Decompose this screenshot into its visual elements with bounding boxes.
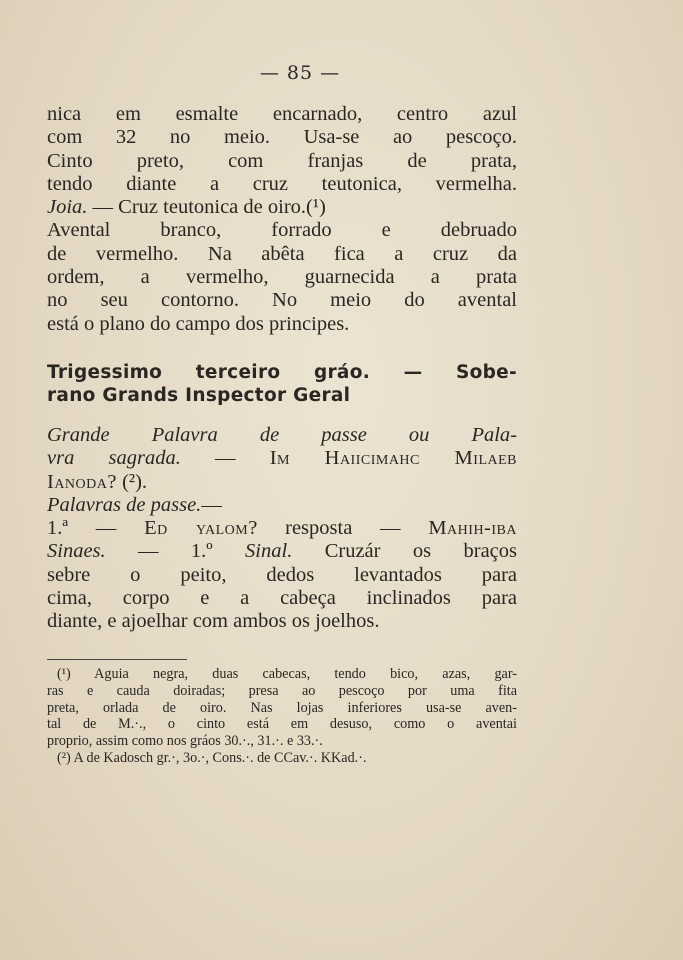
italic-text: Sinaes.: [47, 540, 106, 563]
ordinal: 1.ª —: [47, 517, 145, 540]
text-line: sebre o peito, dedos levantados para: [47, 563, 517, 586]
plain-text: ? resposta —: [248, 517, 429, 540]
footnote-line: ras e cauda doiradas; presa ao pescoço por uma fita: [47, 682, 517, 699]
heading-line-1: Trigessimo terceiro gráo. — Sobe-: [47, 362, 517, 383]
plain-text: — 1.º: [105, 540, 246, 563]
text-line: ordem, a vermelho, guarnecida a prata: [47, 266, 517, 289]
dash: —: [201, 493, 222, 516]
footnote-line: preta, orlada de oiro. Nas lojas inferiores usa-se aven-: [47, 699, 517, 716]
footnote-line: [47, 750, 517, 767]
small-caps-word: Ianoda?: [47, 470, 117, 493]
heading-line-2: rano Grands Inspector Geral: [47, 385, 351, 406]
text-line: no seu contorno. No meio do avental: [47, 289, 517, 312]
text-line: [47, 447, 517, 470]
text-line: [47, 471, 517, 494]
footnote-text: Aguia negra, duas cabecas, tendo bico, azas, gar-: [70, 666, 517, 682]
text-line: de vermelho. Na abêta fica a cruz da: [47, 242, 517, 265]
footnote-line: [47, 666, 517, 683]
footnote-line: tal de M.·., o cinto está em desuso, como o aventai: [47, 716, 517, 733]
joia-label: Joia.: [47, 196, 88, 219]
italic-text: vra sagrada.: [47, 447, 181, 470]
grade-paragraph: [47, 424, 517, 634]
text-line: diante, e ajoelhar com ambos os joelhos.: [47, 610, 380, 633]
footnote-text: A de Kadosch gr.·, 3o.·, Cons.·. de CCav.·. KKad.·.: [70, 749, 367, 766]
text-line: [47, 540, 517, 563]
footnote-marker-2: (²): [57, 749, 71, 766]
footnotes: [47, 666, 517, 767]
dash: —: [180, 447, 270, 470]
italic-text: Palavras de passe.: [47, 493, 202, 516]
section-heading: [47, 361, 517, 407]
text-line: Grande Palavra de passe ou Pala-: [47, 424, 517, 446]
small-caps-word: Ed yalom: [144, 517, 249, 540]
footnote-ref-2: (²).: [116, 470, 148, 493]
page-number: — 85 —: [259, 62, 341, 84]
text-line: nica em esmalte encarnado, centro azul: [47, 103, 517, 125]
text-line: [47, 517, 517, 540]
text-line: está o plano do campo dos principes.: [47, 312, 350, 335]
plain-text: Cruzár os braços: [292, 540, 517, 563]
footnote-divider: [47, 659, 187, 660]
small-caps-word: Mahih-iba: [428, 517, 517, 540]
text-line: cima, corpo e a cabeça inclinados para: [47, 587, 517, 610]
text-line: [47, 494, 517, 517]
italic-text: Sinal.: [245, 540, 293, 563]
text-line: com 32 no meio. Usa-se ao pescoço.: [47, 126, 517, 149]
text-line: tendo diante a cruz teutonica, vermelha.: [47, 172, 517, 195]
joia-text: — Cruz teutonica de oiro.: [87, 196, 307, 219]
footnote-ref-1: (¹): [306, 196, 326, 219]
text-line-joia: [47, 196, 517, 219]
footnote-line: proprio, assim como nos gráos 30.·., 31.·. e 33.·.: [47, 733, 323, 750]
text-line: Avental branco, forrado e debruado: [47, 219, 517, 242]
text-line: Cinto preto, com franjas de prata,: [47, 149, 517, 172]
main-paragraph: [47, 103, 517, 336]
small-caps-word: Im Haiicimahc Milaeb: [269, 447, 517, 470]
footnote-marker-1: (¹): [57, 666, 71, 682]
